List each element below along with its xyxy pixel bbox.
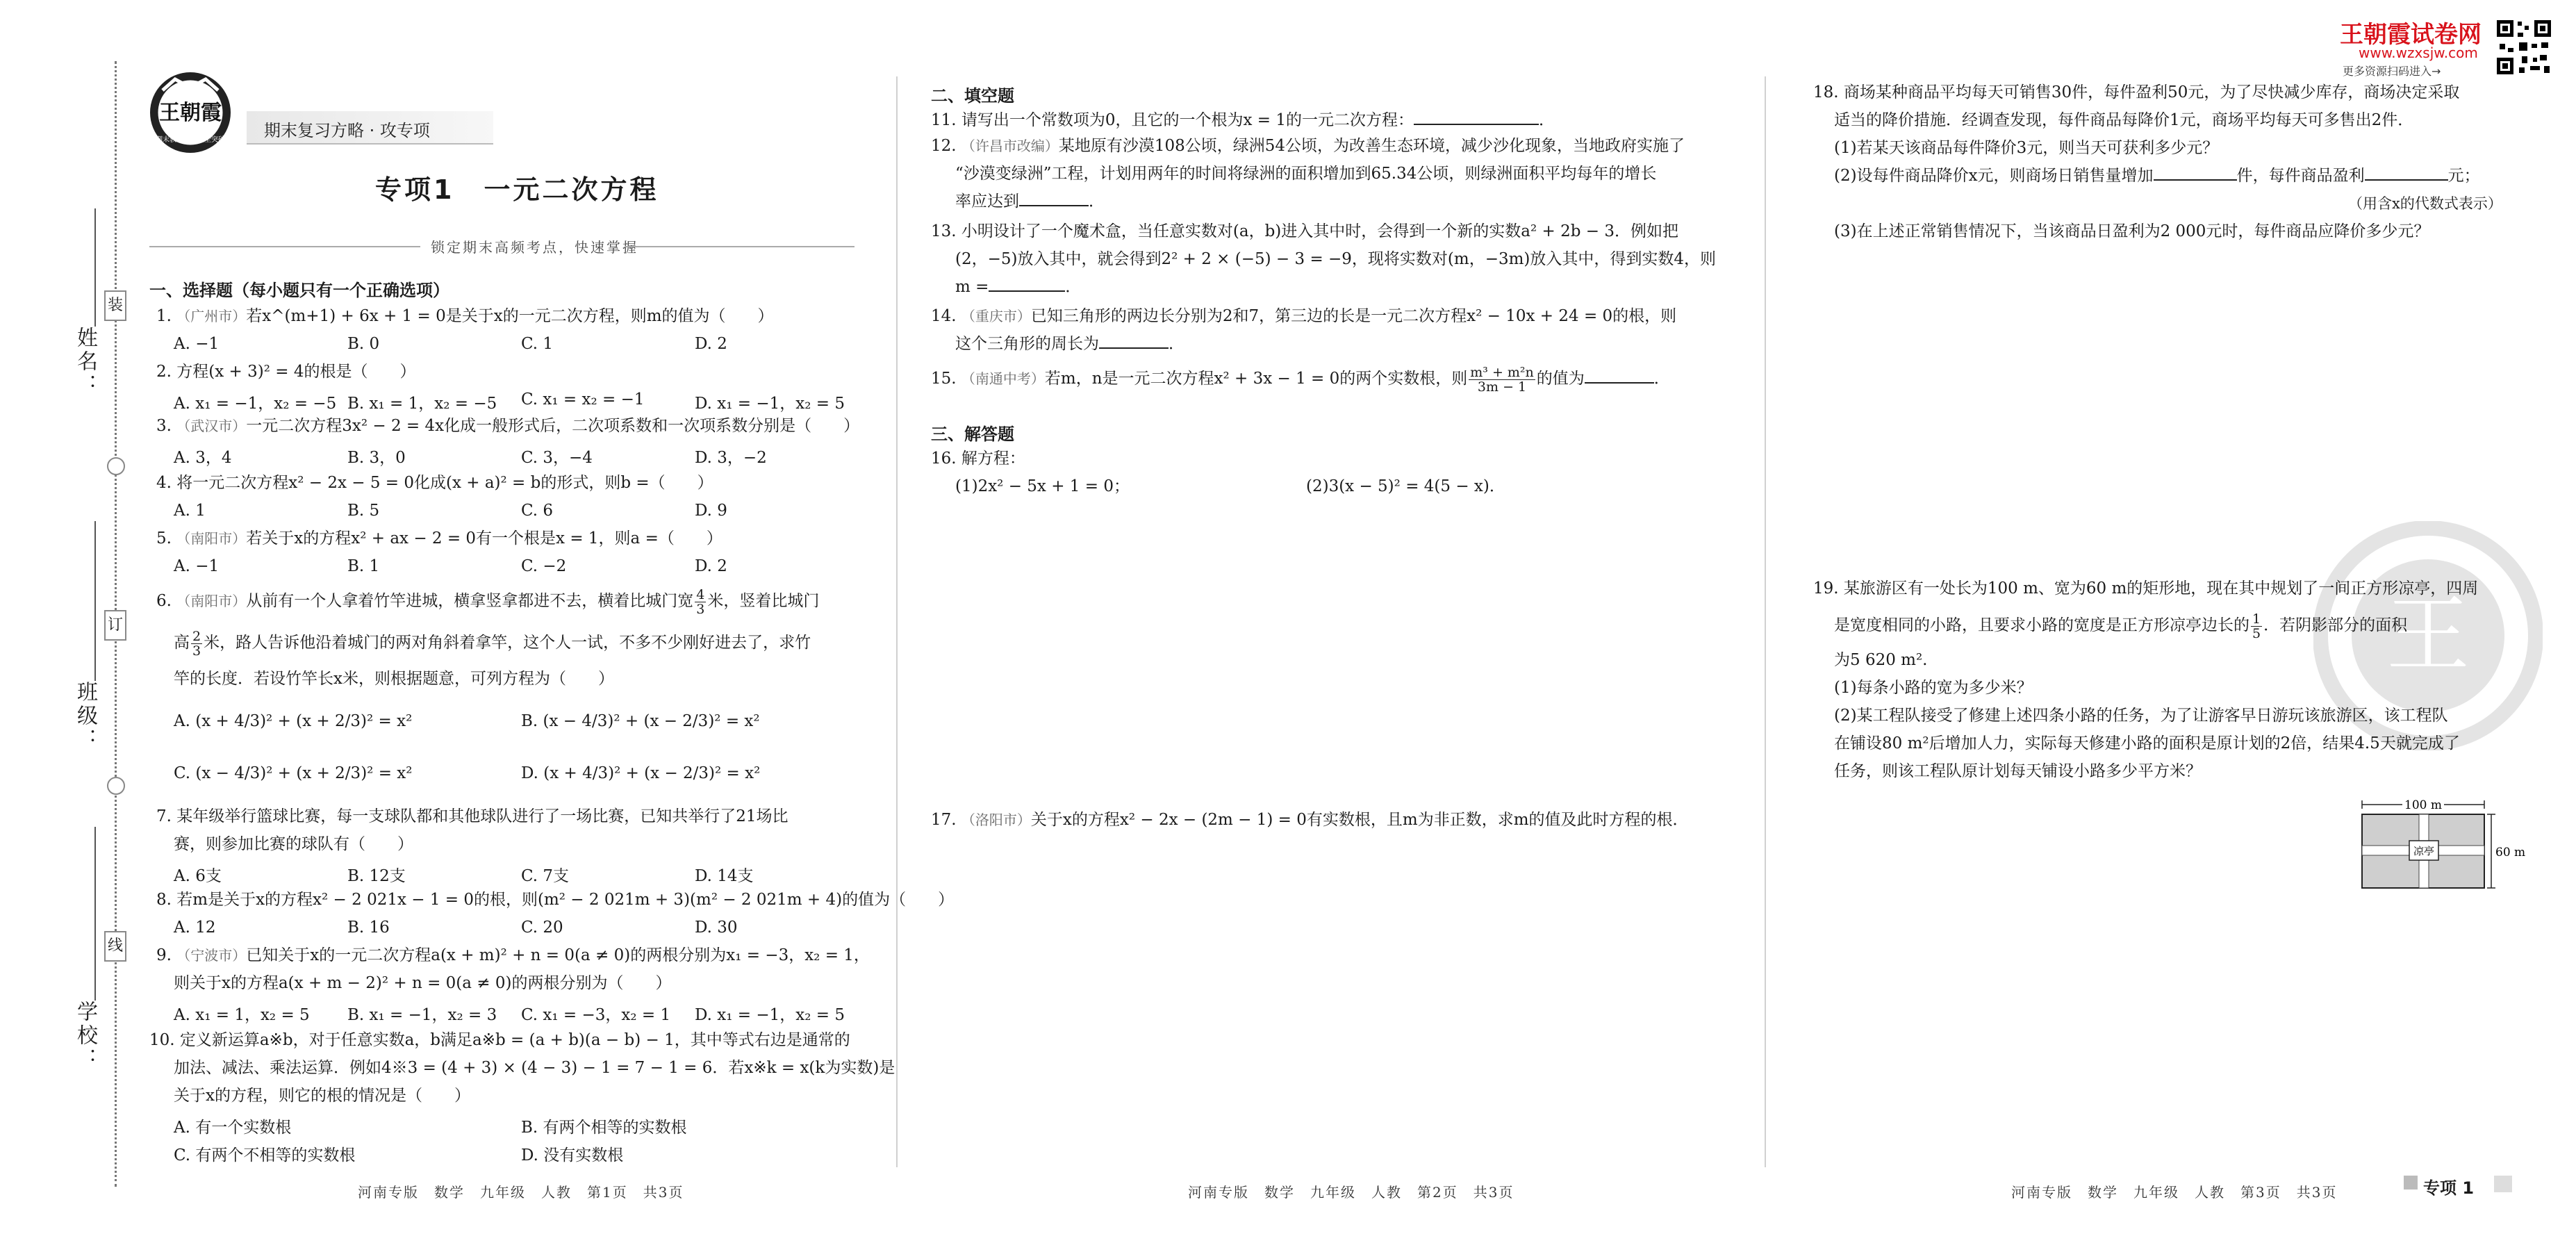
school-write-line[interactable] (94, 827, 96, 1001)
question-stem: 已知关于x的一元二次方程a(x + m)² + n = 0(a ≠ 0)的两根分别为x₁ = −3，x₂ = 1， (246, 946, 870, 964)
question-16-part2: (2)3(x − 5)² = 4(5 − x)． (1306, 477, 1505, 495)
site-url[interactable]: www.wzxsjw.com (2359, 44, 2478, 61)
divider (625, 246, 854, 247)
answer-blank[interactable] (1019, 205, 1089, 206)
question-16-title: 16. 解方程： (931, 450, 1025, 468)
numerator: 2 (192, 628, 201, 644)
corner-tag: 专项 1 (2423, 1178, 2475, 1198)
question-source: （许昌市改编） (961, 138, 1059, 154)
question-14-line1: 14. （重庆市）已知三角形的两边长分别为2和7，第三边的长是一元二次方程x² − 10x + 24 = 0的根，则 (931, 307, 1677, 325)
question-18-part1: (1)若某天该商品每件降价3元，则当天可获利多少元？ (1834, 139, 2219, 157)
corner-tag-marker (2404, 1176, 2418, 1190)
answer-blank[interactable] (2365, 179, 2448, 181)
q6-option-a[interactable]: A. (x + 4/3)² + (x + 2/3)² = x² (174, 712, 413, 730)
fraction (191, 629, 202, 658)
qr-code-graphic (2494, 17, 2554, 77)
question-source: （洛阳市） (961, 812, 1031, 828)
question-6-line3: 竿的长度．若设竹竿长x米，则根据题意，可列方程为（ ） (174, 670, 614, 688)
q6-option-c[interactable]: C. (x − 4/3)² + (x + 2/3)² = x² (174, 764, 413, 782)
numerator: 4 (696, 586, 705, 602)
q10-option-b[interactable]: B. 有两个相等的实数根 (521, 1119, 687, 1137)
question-7-line1: 7. 某年级举行篮球比赛，每一支球队都和其他球队进行了一场比赛，已知共举行了21场比 (156, 807, 789, 825)
question-stem: m = (955, 278, 989, 296)
q3-option-c[interactable]: C. 3，−4 (521, 449, 593, 467)
question-19-part1: (1)每条小路的宽为多少米？ (1834, 679, 2033, 697)
q8-option-b[interactable]: B. 16 (347, 919, 390, 937)
q2-option-d[interactable]: D. x₁ = −1，x₂ = 5 (695, 395, 845, 413)
question-18-note: （用含x的代数式表示） (2348, 195, 2502, 212)
question-7-line2: 赛，则参加比赛的球队有（ ） (174, 835, 413, 853)
header-banner-text: 期末复习方略 · 攻专项 (264, 121, 430, 140)
question-10-line2: 加法、减法、乘法运算．例如4※3 = (4 + 3) × (4 − 3) − 1 = 7 − 1 = 6．若x※k = x(k为实数)是 (174, 1059, 895, 1077)
section-fill-heading: 二、填空题 (931, 86, 1014, 106)
question-stem: 若m，n是一元二次方程x² + 3x − 1 = 0的两个实数根，则 (1044, 370, 1468, 388)
answer-blank[interactable] (989, 290, 1065, 292)
q9-option-d[interactable]: D. x₁ = −1，x₂ = 5 (695, 1006, 845, 1024)
q10-option-a[interactable]: A. 有一个实数根 (174, 1119, 292, 1137)
margin-mark-zhuang: 装 (104, 290, 126, 321)
fraction (695, 588, 706, 616)
question-17: 17. （洛阳市）关于x的方程x² − 2x − (2m − 1) = 0有实数根，且m为非正数，求m的值及此时方程的根． (931, 811, 1689, 829)
question-4: 4. 将一元二次方程x² − 2x − 5 = 0化成(x + a)² = b的形式，则b =（ ） (156, 474, 713, 492)
school-label: 学校： (73, 1001, 97, 1071)
question-12-line3: 率应达到 ． (955, 192, 1105, 211)
denominator: 3m − 1 (1477, 379, 1527, 395)
question-19-line2 (1834, 611, 2407, 641)
q2-option-c[interactable]: C. x₁ = x₂ = −1 (521, 390, 645, 409)
q5-option-b[interactable]: B. 1 (347, 557, 380, 575)
fraction (2251, 612, 2262, 641)
question-stem: 率应达到 (955, 192, 1019, 211)
site-tag: 更多资源扫码进入→ (2343, 65, 2441, 78)
q6-text: 从前有一个人拿着竹竿进城，横拿竖拿都进不去，横着比城门宽 (246, 592, 694, 610)
question-9-line1: 9. （宁波市）已知关于x的一元二次方程a(x + m)² + n = 0(a ≠ 0)的两根分别为x₁ = −3，x₂ = 1， (156, 946, 870, 964)
class-write-line[interactable] (94, 521, 96, 681)
question-stem: 这个三角形的周长为 (955, 335, 1099, 353)
question-19-line1: 19. 某旅游区有一处长为100 m、宽为60 m的矩形地，现在其中规划了一间正方形凉亭，四周 (1813, 579, 2479, 598)
name-write-line[interactable] (94, 208, 96, 327)
page-title: 专项1 一元二次方程 (375, 174, 659, 205)
divider (149, 246, 420, 247)
question-source: （南阳市） (176, 530, 247, 547)
q8-option-a[interactable]: A. 12 (174, 919, 216, 937)
question-15: 15. （南通中考）若m，n是一元二次方程x² + 3x − 1 = 0的两个实数根，则 $\frac{\text{m³ + m²n}}{3m - 1}$ 的值为 ． (931, 364, 1670, 395)
question-1: 1. （广州市）若x^(m+1) + 6x + 1 = 0是关于x的一元二次方程，则m的值为（ ） (156, 307, 774, 325)
question-source: （南通中考） (961, 370, 1045, 387)
page-footer-1: 河南专版 数学 九年级 人教 第1页 共3页 (358, 1184, 684, 1201)
q6-text: 米，竖着比城门 (707, 592, 820, 610)
q4-option-d[interactable]: D. 9 (695, 502, 727, 520)
answer-space-16[interactable] (931, 507, 1751, 799)
q9-option-b[interactable]: B. x₁ = −1，x₂ = 3 (347, 1006, 497, 1024)
svg-text:期末教学 考点全突破: 期末教学 考点全突破 (156, 136, 225, 144)
question-10-line3: 关于x的方程，则它的根的情况是（ ） (174, 1087, 470, 1105)
numerator: m³ + m²n (1470, 364, 1534, 380)
question-19-part2-line3: 任务，则该工程队原计划每天铺设小路多少平方米？ (1834, 762, 2202, 780)
question-stem: 元； (2447, 167, 2480, 185)
q3-option-d[interactable]: D. 3，−2 (695, 449, 767, 467)
column-divider (1765, 76, 1766, 1167)
question-stem: 的值为 (1536, 370, 1585, 388)
question-12-line2: “沙漠变绿洲”工程，计划用两年的时间将绿洲的面积增加到65.34公顷，则绿洲面积平均每年的增长 (955, 165, 1657, 183)
answer-space-19[interactable] (1813, 903, 2508, 1167)
q3-option-a[interactable]: A. 3，4 (174, 449, 232, 467)
question-18-part2 (1834, 165, 2480, 186)
margin-mark-xian: 线 (104, 931, 126, 962)
answer-blank[interactable] (1585, 382, 1654, 384)
q9-option-a[interactable]: A. x₁ = 1，x₂ = 5 (174, 1006, 310, 1024)
denominator: 3 (696, 601, 705, 617)
question-source: （重庆市） (961, 308, 1031, 324)
q7-option-c[interactable]: C. 7支 (521, 867, 570, 885)
question-18-line2: 适当的降价措施．经调查发现，每件商品每降价1元，商场平均每天可多售出2件． (1834, 111, 2414, 129)
q6-text: 高 (174, 634, 190, 652)
fig-height-label: 60 m (2495, 846, 2526, 859)
denominator: 5 (2252, 625, 2261, 641)
question-19-part2-line1: (2)某工程队接受了修建上述四条小路的任务，为了让游客早日游玩该旅游区，该工程队 (1834, 707, 2448, 725)
svg-text:王: 王 (2386, 587, 2470, 684)
question-18-part3: (3)在上述正常销售情况下，当该商品日盈利为2 000元时，每件商品应降价多少元？ (1834, 222, 2430, 240)
question-stem: ．若阴影部分的面积 (2263, 616, 2408, 634)
page-footer-2: 河南专版 数学 九年级 人教 第2页 共3页 (1188, 1184, 1514, 1201)
question-stem: (2)设每件商品降价x元，则商场日销售量增加 (1834, 167, 2154, 185)
page-subtitle: 锁定期末高频考点，快速掌握 (431, 239, 638, 256)
question-source: （宁波市） (176, 947, 247, 964)
q4-option-a[interactable]: A. 1 (174, 502, 206, 520)
question-2: 2. 方程(x + 3)² = 4的根是（ ） (156, 363, 416, 381)
qr-code-icon[interactable] (2494, 17, 2554, 77)
question-stem: 已知三角形的两边长分别为2和7，第三边的长是一元二次方程x² − 10x + 24 = 0的根，则 (1030, 307, 1677, 325)
q8-option-c[interactable]: C. 20 (521, 919, 563, 937)
q4-option-b[interactable]: B. 5 (347, 502, 380, 520)
question-source: （广州市） (176, 308, 247, 324)
question-13-line2: (2，−5)放入其中，就会得到2² + 2 × (−5) − 3 = −9，现将实数对(m，−3m)放入其中，得到实数4，则 (955, 250, 1717, 268)
answer-space-18[interactable] (1813, 250, 2508, 563)
fig-center-label: 凉亭 (2413, 845, 2435, 857)
corner-tag-bar (2494, 1176, 2512, 1192)
q6-text: 米，路人告诉他沿着城门的两对角斜着拿竿，这个人一试，不多不少刚好进去了，求竹 (204, 634, 811, 652)
q1-option-c[interactable]: C. 1 (521, 335, 554, 353)
class-label: 班级： (73, 681, 97, 752)
question-19-line3: 为5 620 m². (1834, 651, 1928, 669)
fig-width-label: 100 m (2404, 798, 2442, 812)
q1-option-a[interactable]: A. −1 (174, 335, 220, 353)
question-5: 5. （南阳市）若关于x的方程x² + ax − 2 = 0有一个根是x = 1，则a =（ ） (156, 529, 723, 548)
q5-option-d[interactable]: D. 2 (695, 557, 727, 575)
q1-option-d[interactable]: D. 2 (695, 335, 727, 353)
question-3: 3. （武汉市）一元二次方程3x² − 2 = 4x化成一般形式后，二次项系数和一次项系数分别是（ ） (156, 417, 860, 435)
rectangle-field-diagram (2348, 792, 2529, 896)
q6-option-d[interactable]: D. (x + 4/3)² + (x − 2/3)² = x² (521, 764, 761, 782)
question-6-line1: 6. （南阳市）从前有一个人拿着竹竿进城，横拿竖拿都进不去，横着比城门宽 $\frac{4}{3}$ 米，竖着比城门 (156, 586, 820, 617)
punch-hole (107, 777, 125, 795)
question-stem: 件，每件商品盈利 (2236, 167, 2365, 185)
question-8: 8. 若m是关于x的方程x² − 2 021x − 1 = 0的根，则(m² − 2 021m + 3)(m² − 2 021m + 4)的值为（ ） (156, 891, 955, 909)
answer-blank[interactable] (1414, 124, 1539, 125)
question-10-line1: 10. 定义新运算a※b，对于任意实数a，b满足a※b = (a + b)(a − b) − 1，其中等式右边是通常的 (149, 1031, 850, 1049)
q8-option-d[interactable]: D. 30 (695, 919, 738, 937)
numerator: 1 (2252, 611, 2261, 627)
question-stem: 是宽度相同的小路，且要求小路的宽度是正方形凉亭边长的 (1834, 616, 2249, 634)
q10-option-d[interactable]: D. 没有实数根 (521, 1146, 624, 1164)
question-16-part1: (1)2x² − 5x + 1 = 0； (955, 477, 1130, 495)
q7-option-a[interactable]: A. 6支 (174, 867, 222, 885)
question-12-line1: 12. （许昌市改编）某地原有沙漠108公顷，绿洲54公顷，为改善生态环境，减少沙化现象，当地政府实施了 (931, 137, 1685, 155)
q7-option-b[interactable]: B. 12支 (347, 867, 406, 885)
question-19-part2-line2: 在铺设80 m²后增加人力，实际每天修建小路的面积是原计划的2倍，结果4.5天就完成了 (1834, 734, 2460, 752)
question-13-line3: m = ． (955, 278, 1082, 296)
column-divider (896, 76, 898, 1167)
site-name: 王朝霞试卷网 (2340, 21, 2482, 49)
section-choice-heading: 一、选择题（每小题只有一个正确选项） (149, 281, 449, 300)
logo-badge-icon (147, 69, 233, 156)
answer-blank[interactable] (2154, 179, 2237, 181)
punch-hole (107, 457, 125, 475)
question-stem: 一元二次方程3x² − 2 = 4x化成一般形式后，二次项系数和一次项系数分别是（ ） (246, 417, 860, 435)
answer-space-17[interactable] (931, 841, 1751, 1167)
question-9-line2: 则关于x的方程a(x + m − 2)² + n = 0(a ≠ 0)的两根分别为（ ） (174, 974, 672, 992)
question-stem: 若关于x的方程x² + ax − 2 = 0有一个根是x = 1，则a =（ ） (246, 529, 723, 548)
question-14-line2: 这个三角形的周长为 ． (955, 335, 1184, 353)
question-stem: 若x^(m+1) + 6x + 1 = 0是关于x的一元二次方程，则m的值为（ ） (246, 307, 774, 325)
question-13-line1: 13. 小明设计了一个魔术盒，当任意实数对(a，b)进入其中时，会得到一个新的实数a² + 2b − 3．例如把 (931, 222, 1678, 240)
q1-option-b[interactable]: B. 0 (347, 335, 380, 353)
q2-option-b[interactable]: B. x₁ = 1，x₂ = −5 (347, 395, 497, 413)
question-stem: 11. 请写出一个常数项为0，且它的一个根为x = 1的一元二次方程： (931, 111, 1414, 129)
q2-option-a[interactable]: A. x₁ = −1，x₂ = −5 (174, 395, 337, 413)
section-answer-heading: 三、解答题 (931, 425, 1014, 444)
q3-option-b[interactable]: B. 3，0 (347, 449, 406, 467)
q5-option-a[interactable]: A. −1 (174, 557, 220, 575)
margin-mark-ding: 订 (104, 610, 126, 641)
q6-option-b[interactable]: B. (x − 4/3)² + (x − 2/3)² = x² (521, 712, 760, 730)
svg-text:王朝霞: 王朝霞 (159, 101, 222, 125)
question-source: （南阳市） (176, 593, 247, 609)
answer-blank[interactable] (1099, 347, 1169, 349)
name-label: 姓名： (73, 327, 97, 397)
q5-option-c[interactable]: C. −2 (521, 557, 567, 575)
denominator: 3 (192, 643, 201, 659)
q19-figure (2348, 792, 2529, 896)
question-6-line2 (174, 629, 811, 658)
q4-option-c[interactable]: C. 6 (521, 502, 554, 520)
question-source: （武汉市） (176, 418, 247, 434)
question-stem: 关于x的方程x² − 2x − (2m − 1) = 0有实数根，且m为非正数，求m的值及此时方程的根． (1030, 811, 1689, 829)
q9-option-c[interactable]: C. x₁ = −3，x₂ = 1 (521, 1006, 671, 1024)
q7-option-d[interactable]: D. 14支 (695, 867, 754, 885)
fraction (1469, 365, 1535, 394)
question-11: 11. 请写出一个常数项为0，且它的一个根为x = 1的一元二次方程： ． (931, 111, 1555, 129)
q10-option-c[interactable]: C. 有两个不相等的实数根 (174, 1146, 356, 1164)
brand-logo (147, 69, 233, 156)
question-stem: 某地原有沙漠108公顷，绿洲54公顷，为改善生态环境，减少沙化现象，当地政府实施了 (1058, 137, 1685, 155)
question-18-line1: 18. 商场某种商品平均每天可销售30件，每件盈利50元，为了尽快减少库存，商场决定采取 (1813, 83, 2460, 101)
page-footer-3: 河南专版 数学 九年级 人教 第3页 共3页 (2011, 1184, 2338, 1201)
